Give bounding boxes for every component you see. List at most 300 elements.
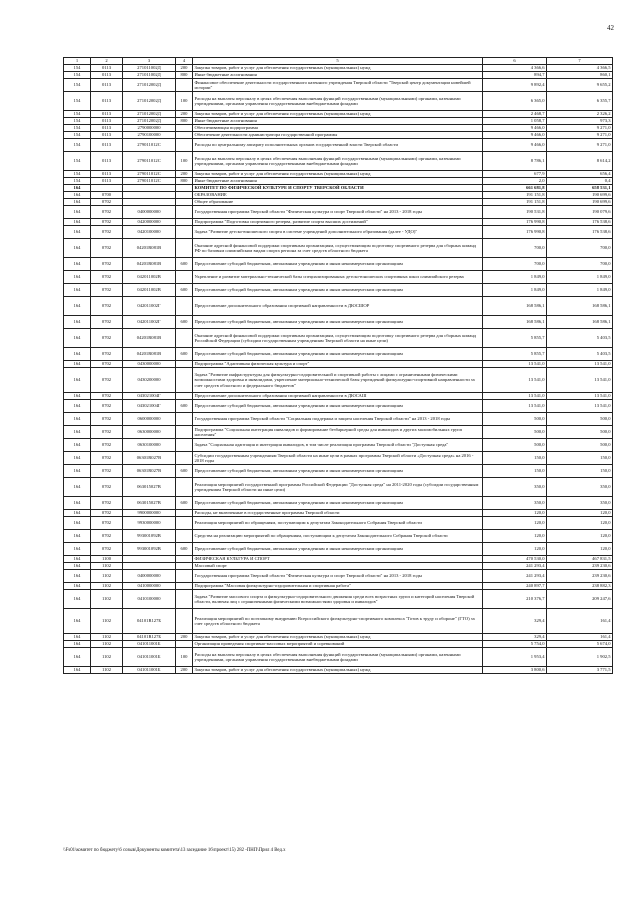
executed-amount-cell: 2 326,2	[547, 111, 613, 118]
dept-code-cell: 164	[64, 361, 91, 368]
expense-type-cell	[176, 413, 193, 426]
section-code-cell: 0702	[91, 226, 123, 239]
executed-amount-cell: 500,0	[547, 439, 613, 452]
target-article-cell: 271012002Д	[123, 118, 176, 125]
dept-code-cell: 154	[64, 118, 91, 125]
expense-type-cell	[176, 609, 193, 634]
table-row	[64, 139, 613, 152]
dept-code-cell: 164	[64, 348, 91, 361]
table-row	[64, 426, 613, 439]
section-code-cell	[91, 185, 123, 192]
target-article-cell: 041011001Б	[123, 667, 176, 674]
section-code-cell: 0702	[91, 400, 123, 413]
planned-amount-cell: 176 990,8	[483, 226, 547, 239]
expense-type-cell: 600	[176, 543, 193, 556]
description-cell: Предоставление субсидий бюджетным, автономным учреждениям и иным некоммерческим организациям	[193, 400, 483, 413]
planned-amount-cell: 661 681,8	[483, 185, 547, 192]
section-code-cell: 1102	[91, 609, 123, 634]
description-cell: Государственная программа Тверской области "Физическая культура и спорт Тверской области" на 2013 - 2018 годы	[193, 206, 483, 219]
planned-amount-cell: 1 953,4	[483, 648, 547, 667]
planned-amount-cell: 500,0	[483, 413, 547, 426]
section-code-cell: 0113	[91, 139, 123, 152]
section-code-cell: 0702	[91, 465, 123, 478]
planned-amount-cell: 210 376,7	[483, 590, 547, 609]
target-article-cell: 06301R027В	[123, 452, 176, 465]
description-cell: Предоставление субсидий бюджетным, автономным учреждениям и иным некоммерческим организациям	[193, 543, 483, 556]
description-cell: Предоставление субсидий бюджетным, автономным учреждениям и иным некоммерческим организациям	[193, 348, 483, 361]
target-article-cell	[123, 192, 176, 199]
section-code-cell: 0702	[91, 206, 123, 219]
table-row	[64, 563, 613, 570]
section-code-cell: 1102	[91, 563, 123, 570]
dept-code-cell: 164	[64, 393, 91, 400]
executed-amount-cell: 9 655,2	[547, 79, 613, 92]
table-row	[64, 199, 613, 206]
target-article-cell: 0410100000	[123, 590, 176, 609]
executed-amount-cell: 168 586,1	[547, 316, 613, 329]
description-cell: Укрепление и развитие материально-технической базы специализированных детско-юношеских спортивных школ олимпийского резерва	[193, 271, 483, 284]
target-article-cell: 042011002В	[123, 284, 176, 297]
description-cell: Предоставление субсидий бюджетным, автономным учреждениям и иным некоммерческим организациям	[193, 465, 483, 478]
expense-type-cell: 600	[176, 465, 193, 478]
dept-code-cell: 164	[64, 465, 91, 478]
section-code-cell: 0113	[91, 92, 123, 111]
expense-type-cell	[176, 132, 193, 139]
table-row	[64, 439, 613, 452]
description-cell: Закупка товаров, работ и услуг для обеспечения государственных (муниципальных) нужд	[193, 667, 483, 674]
description-cell: Общее образование	[193, 199, 483, 206]
executed-amount-cell: 1 849,0	[547, 271, 613, 284]
planned-amount-cell: 120,0	[483, 510, 547, 517]
description-cell: Подпрограмма "Подготовка спортивного резерва, развитие спорта высших достижений"	[193, 219, 483, 226]
expense-type-cell	[176, 199, 193, 206]
target-article-cell: 993001092В	[123, 530, 176, 543]
table-row	[64, 258, 613, 271]
table-row	[64, 219, 613, 226]
table-row	[64, 65, 613, 72]
dept-code-cell: 164	[64, 667, 91, 674]
planned-amount-cell: 9 466,0	[483, 139, 547, 152]
planned-amount-cell: 13 541,0	[483, 368, 547, 393]
planned-amount-cell: 4 366,6	[483, 65, 547, 72]
expense-type-cell	[176, 426, 193, 439]
dept-code-cell: 154	[64, 65, 91, 72]
description-cell: Закупка товаров, работ и услуг для обеспечения государственных (муниципальных) нужд	[193, 171, 483, 178]
expense-type-cell	[176, 439, 193, 452]
target-article-cell: 04201R081В	[123, 348, 176, 361]
column-number: 2	[91, 58, 123, 65]
section-code-cell: 0702	[91, 297, 123, 316]
dept-code-cell: 164	[64, 329, 91, 348]
executed-amount-cell: 1 849,0	[547, 284, 613, 297]
executed-amount-cell: 700,0	[547, 258, 613, 271]
executed-amount-cell: 150,0	[547, 452, 613, 465]
column-number: 3	[123, 58, 176, 65]
planned-amount-cell: 241 293,4	[483, 570, 547, 583]
section-code-cell: 0113	[91, 171, 123, 178]
planned-amount-cell: 5 754,0	[483, 641, 547, 648]
executed-amount-cell: 161,4	[547, 634, 613, 641]
expense-type-cell	[176, 329, 193, 348]
expense-type-cell: 200	[176, 111, 193, 118]
expense-type-cell	[176, 139, 193, 152]
table-row	[64, 368, 613, 393]
executed-amount-cell: 350,0	[547, 478, 613, 497]
planned-amount-cell: 5 855,7	[483, 329, 547, 348]
dept-code-cell: 164	[64, 590, 91, 609]
description-cell: Оказание адресной финансовой поддержки спортивным организациям, осуществляющим подготовку спортивного резерва для сборных команд РФ по базовым олимпийским видам спорта региона за счет средств областного бюджета	[193, 239, 483, 258]
target-article-cell: 041011001Б	[123, 648, 176, 667]
dept-code-cell: 154	[64, 125, 91, 132]
dept-code-cell: 164	[64, 641, 91, 648]
executed-amount-cell: 3 771,5	[547, 667, 613, 674]
dept-code-cell: 154	[64, 111, 91, 118]
table-row	[64, 543, 613, 556]
target-article-cell: 0420100000	[123, 226, 176, 239]
expense-type-cell	[176, 563, 193, 570]
expense-type-cell	[176, 393, 193, 400]
description-cell: ФИЗИЧЕСКАЯ КУЛЬТУРА И СПОРТ	[193, 556, 483, 563]
planned-amount-cell: 241 293,4	[483, 563, 547, 570]
executed-amount-cell: 6 355,7	[547, 92, 613, 111]
expense-type-cell	[176, 185, 193, 192]
target-article-cell: 279011012С	[123, 139, 176, 152]
table-row	[64, 634, 613, 641]
section-code-cell: 0702	[91, 284, 123, 297]
dept-code-cell: 164	[64, 543, 91, 556]
table-row	[64, 125, 613, 132]
executed-amount-cell: 9 271,0	[547, 132, 613, 139]
target-article-cell: 9930000000	[123, 517, 176, 530]
target-article-cell: 279011012С	[123, 171, 176, 178]
executed-amount-cell: 1 902,5	[547, 648, 613, 667]
dept-code-cell: 164	[64, 426, 91, 439]
table-row	[64, 171, 613, 178]
table-row	[64, 361, 613, 368]
dept-code-cell: 154	[64, 92, 91, 111]
description-cell: Задача "Социальная адаптация и интеграция инвалидов, в том числе реализация программы Тверской области "Доступная среда"	[193, 439, 483, 452]
section-code-cell: 1102	[91, 648, 123, 667]
executed-amount-cell: 239 230,6	[547, 570, 613, 583]
executed-amount-cell: 500,0	[547, 413, 613, 426]
section-code-cell: 1102	[91, 634, 123, 641]
section-code-cell: 0702	[91, 517, 123, 530]
dept-code-cell: 164	[64, 497, 91, 510]
footer-file-path: \\Fs01\комитет по бюджету\6 созыв\Документы комитета\13 заседание 16\проект\15) 282 -ПНП\Прил 4 Вед.х	[63, 848, 286, 853]
section-code-cell: 0113	[91, 79, 123, 92]
expense-type-cell: 200	[176, 634, 193, 641]
page-number: 42	[607, 24, 614, 32]
executed-amount-cell: 500,0	[547, 426, 613, 439]
section-code-cell: 0702	[91, 368, 123, 393]
executed-amount-cell: 176 538,6	[547, 226, 613, 239]
planned-amount-cell: 150,0	[483, 465, 547, 478]
table-row	[64, 206, 613, 219]
expense-type-cell: 200	[176, 171, 193, 178]
dept-code-cell: 164	[64, 510, 91, 517]
section-code-cell: 0702	[91, 271, 123, 284]
executed-amount-cell: 190 699,6	[547, 199, 613, 206]
description-cell: Расходы по центральному аппарату исполнительных органов государственной власти Тверской области	[193, 139, 483, 152]
description-cell: Расходы на выплаты персоналу в целях обеспечения выполнения функций государственными (муниципальными) органами, казенными учреждениями, органами управления государственными внебюджетными фондами	[193, 648, 483, 667]
section-code-cell: 1102	[91, 583, 123, 590]
dept-code-cell: 164	[64, 271, 91, 284]
target-article-cell: 042011002Г	[123, 316, 176, 329]
table-row	[64, 667, 613, 674]
target-article-cell: 2790100000	[123, 132, 176, 139]
section-code-cell: 0702	[91, 530, 123, 543]
table-row	[64, 510, 613, 517]
executed-amount-cell: 5 403,5	[547, 329, 613, 348]
expense-type-cell	[176, 361, 193, 368]
planned-amount-cell: 120,0	[483, 543, 547, 556]
section-code-cell: 0702	[91, 219, 123, 226]
planned-amount-cell: 176 990,8	[483, 219, 547, 226]
dept-code-cell: 164	[64, 239, 91, 258]
expense-type-cell	[176, 79, 193, 92]
section-code-cell: 0700	[91, 192, 123, 199]
dept-code-cell: 164	[64, 199, 91, 206]
target-article-cell: 9900000000	[123, 510, 176, 517]
executed-amount-cell: 4 366,5	[547, 65, 613, 72]
section-code-cell: 0702	[91, 497, 123, 510]
planned-amount-cell: 120,0	[483, 517, 547, 530]
section-code-cell: 1100	[91, 556, 123, 563]
planned-amount-cell: 190 531,8	[483, 206, 547, 219]
target-article-cell: 271012002Д	[123, 79, 176, 92]
section-code-cell: 0113	[91, 178, 123, 185]
section-code-cell: 0702	[91, 510, 123, 517]
planned-amount-cell: 240 897,7	[483, 583, 547, 590]
table-row	[64, 648, 613, 667]
target-article-cell: 2790000000	[123, 125, 176, 132]
expense-type-cell: 100	[176, 152, 193, 171]
target-article-cell: 041011001Б	[123, 641, 176, 648]
description-cell: Оказание адресной финансовой поддержки спортивным организациям, осуществляющим подготовку спортивного резерва для сборных команд Российской Федерации (субсидии государственным учреждениям Тверской области на иные цели)	[193, 329, 483, 348]
section-code-cell: 0113	[91, 118, 123, 125]
table-row	[64, 583, 613, 590]
dept-code-cell: 164	[64, 517, 91, 530]
table-row	[64, 118, 613, 125]
planned-amount-cell: 329,4	[483, 634, 547, 641]
table-row	[64, 400, 613, 413]
section-code-cell: 0702	[91, 329, 123, 348]
description-cell: Государственная программа Тверской области "Физическая культура и спорт Тверской области" на 2013 - 2018 годы	[193, 570, 483, 583]
executed-amount-cell: 209 247,6	[547, 590, 613, 609]
target-article-cell: 063015027В	[123, 478, 176, 497]
dept-code-cell: 164	[64, 400, 91, 413]
executed-amount-cell: 161,4	[547, 609, 613, 634]
section-code-cell: 0113	[91, 132, 123, 139]
target-article-cell: 0630100000	[123, 439, 176, 452]
executed-amount-cell: 13 541,0	[547, 400, 613, 413]
table-row	[64, 530, 613, 543]
executed-amount-cell: 176 538,6	[547, 219, 613, 226]
table-row	[64, 517, 613, 530]
executed-amount-cell: 350,0	[547, 497, 613, 510]
planned-amount-cell: 894,7	[483, 72, 547, 79]
dept-code-cell: 164	[64, 316, 91, 329]
target-article-cell: 043021004Г	[123, 393, 176, 400]
expense-type-cell	[176, 478, 193, 497]
description-cell: КОМИТЕТ ПО ФИЗИЧЕСКОЙ КУЛЬТУРЕ И СПОРТУ ТВЕРСКОЙ ОБЛАСТИ	[193, 185, 483, 192]
description-cell: Организация проведения спортивно-массовых мероприятий и соревнований	[193, 641, 483, 648]
executed-amount-cell: 658 531,1	[547, 185, 613, 192]
planned-amount-cell: 5 855,7	[483, 348, 547, 361]
planned-amount-cell: 13 541,0	[483, 400, 547, 413]
dept-code-cell: 164	[64, 192, 91, 199]
expense-type-cell: 800	[176, 178, 193, 185]
planned-amount-cell: 500,0	[483, 439, 547, 452]
description-cell: Реализация мероприятий по обращениям, поступающим к депутатам Законодательного Собрания Тверской области	[193, 517, 483, 530]
section-code-cell: 0702	[91, 543, 123, 556]
executed-amount-cell: 467 831,5	[547, 556, 613, 563]
table-row	[64, 185, 613, 192]
dept-code-cell: 164	[64, 583, 91, 590]
executed-amount-cell: 860,1	[547, 72, 613, 79]
executed-amount-cell: 190 079,6	[547, 206, 613, 219]
section-code-cell: 0702	[91, 316, 123, 329]
description-cell: Подпрограмма "Адаптивная физическая культура и спорт"	[193, 361, 483, 368]
section-code-cell: 1102	[91, 590, 123, 609]
expense-type-cell	[176, 219, 193, 226]
section-code-cell: 0702	[91, 348, 123, 361]
executed-amount-cell: 5 403,5	[547, 348, 613, 361]
target-article-cell	[123, 556, 176, 563]
expense-type-cell	[176, 583, 193, 590]
target-article-cell: 0400000000	[123, 570, 176, 583]
executed-amount-cell: 973,3	[547, 118, 613, 125]
expense-type-cell	[176, 510, 193, 517]
planned-amount-cell: 3 800,6	[483, 667, 547, 674]
description-cell: Обеспечивающая подпрограмма	[193, 125, 483, 132]
target-article-cell: 0430200000	[123, 368, 176, 393]
target-article-cell: 271012002Д	[123, 92, 176, 111]
section-code-cell: 0702	[91, 478, 123, 497]
expense-type-cell	[176, 556, 193, 563]
target-article-cell: 04201R081В	[123, 258, 176, 271]
target-article-cell: 279011012С	[123, 178, 176, 185]
section-code-cell: 0113	[91, 152, 123, 171]
planned-amount-cell: 9 892,4	[483, 79, 547, 92]
expense-type-cell	[176, 192, 193, 199]
planned-amount-cell: 13 541,0	[483, 361, 547, 368]
table-row	[64, 641, 613, 648]
section-code-cell: 1102	[91, 641, 123, 648]
description-cell: Государственная программа Тверской области "Социальная поддержка и защита населения Тверской области" на 2013 - 2018 годы	[193, 413, 483, 426]
description-cell: Закупка товаров, работ и услуг для обеспечения государственных (муниципальных) нужд	[193, 634, 483, 641]
dept-code-cell: 164	[64, 368, 91, 393]
dept-code-cell: 164	[64, 297, 91, 316]
expense-type-cell	[176, 452, 193, 465]
target-article-cell: 042011002Г	[123, 297, 176, 316]
expense-type-cell	[176, 641, 193, 648]
executed-amount-cell: 13 541,0	[547, 393, 613, 400]
dept-code-cell: 154	[64, 132, 91, 139]
dept-code-cell: 154	[64, 152, 91, 171]
executed-amount-cell: 9 271,0	[547, 125, 613, 132]
expense-type-cell	[176, 530, 193, 543]
dept-code-cell: 154	[64, 178, 91, 185]
section-code-cell: 0702	[91, 439, 123, 452]
planned-amount-cell: 13 541,0	[483, 393, 547, 400]
expense-type-cell	[176, 368, 193, 393]
target-article-cell	[123, 185, 176, 192]
column-number: 5	[193, 58, 483, 65]
table-row	[64, 132, 613, 139]
executed-amount-cell: 13 541,0	[547, 361, 613, 368]
executed-amount-cell: 120,0	[547, 510, 613, 517]
dept-code-cell: 154	[64, 139, 91, 152]
dept-code-cell: 164	[64, 563, 91, 570]
executed-amount-cell: 8 614,2	[547, 152, 613, 171]
planned-amount-cell: 329,4	[483, 609, 547, 634]
target-article-cell: 993001092В	[123, 543, 176, 556]
table-row	[64, 590, 613, 609]
section-code-cell: 0702	[91, 199, 123, 206]
target-article-cell: 271011002Д	[123, 72, 176, 79]
description-cell: Закупка товаров, работ и услуг для обеспечения государственных (муниципальных) нужд	[193, 111, 483, 118]
table-row	[64, 393, 613, 400]
target-article-cell: 042011002В	[123, 271, 176, 284]
expense-type-cell	[176, 517, 193, 530]
planned-amount-cell: 500,0	[483, 426, 547, 439]
expense-type-cell	[176, 570, 193, 583]
expense-type-cell	[176, 226, 193, 239]
description-cell: Средства на реализацию мероприятий по обращениям, поступающим к депутатам Законодательного Собрания Тверской области	[193, 530, 483, 543]
expense-type-cell: 800	[176, 72, 193, 79]
expense-type-cell	[176, 125, 193, 132]
dept-code-cell: 164	[64, 258, 91, 271]
table-row	[64, 570, 613, 583]
executed-amount-cell: 168 586,1	[547, 297, 613, 316]
executed-amount-cell: 120,0	[547, 517, 613, 530]
expense-type-cell	[176, 206, 193, 219]
target-article-cell: 271011002Д	[123, 65, 176, 72]
table-row	[64, 152, 613, 171]
expense-type-cell: 600	[176, 400, 193, 413]
expense-type-cell: 600	[176, 258, 193, 271]
section-code-cell: 0702	[91, 452, 123, 465]
table-row	[64, 92, 613, 111]
executed-amount-cell: 13 541,0	[547, 368, 613, 393]
section-code-cell: 0702	[91, 426, 123, 439]
planned-amount-cell: 470 530,0	[483, 556, 547, 563]
planned-amount-cell: 2,0	[483, 178, 547, 185]
planned-amount-cell: 350,0	[483, 478, 547, 497]
description-cell: Задача "Развитие детско-юношеского спорта в системе учреждений дополнительного образования (далее - УДО)"	[193, 226, 483, 239]
description-cell: Предоставление субсидий бюджетным, автономным учреждениям и иным некоммерческим организациям	[193, 258, 483, 271]
expense-type-cell: 600	[176, 348, 193, 361]
dept-code-cell: 164	[64, 413, 91, 426]
planned-amount-cell: 700,0	[483, 239, 547, 258]
column-number: 4	[176, 58, 193, 65]
expense-type-cell: 600	[176, 316, 193, 329]
table-row	[64, 452, 613, 465]
target-article-cell: 04101R127Б	[123, 634, 176, 641]
dept-code-cell: 154	[64, 79, 91, 92]
planned-amount-cell: 1 058,7	[483, 118, 547, 125]
expense-type-cell: 100	[176, 92, 193, 111]
table-row	[64, 178, 613, 185]
target-article-cell: 063015027В	[123, 497, 176, 510]
dept-code-cell: 154	[64, 171, 91, 178]
description-cell: Субсидии государственным учреждениям Тверской области на иные цели в рамках программы Тверской области «Доступная среда» на 2016 - 2018 годы	[193, 452, 483, 465]
dept-code-cell: 164	[64, 556, 91, 563]
expense-type-cell: 200	[176, 667, 193, 674]
section-code-cell: 0113	[91, 111, 123, 118]
table-row	[64, 609, 613, 634]
